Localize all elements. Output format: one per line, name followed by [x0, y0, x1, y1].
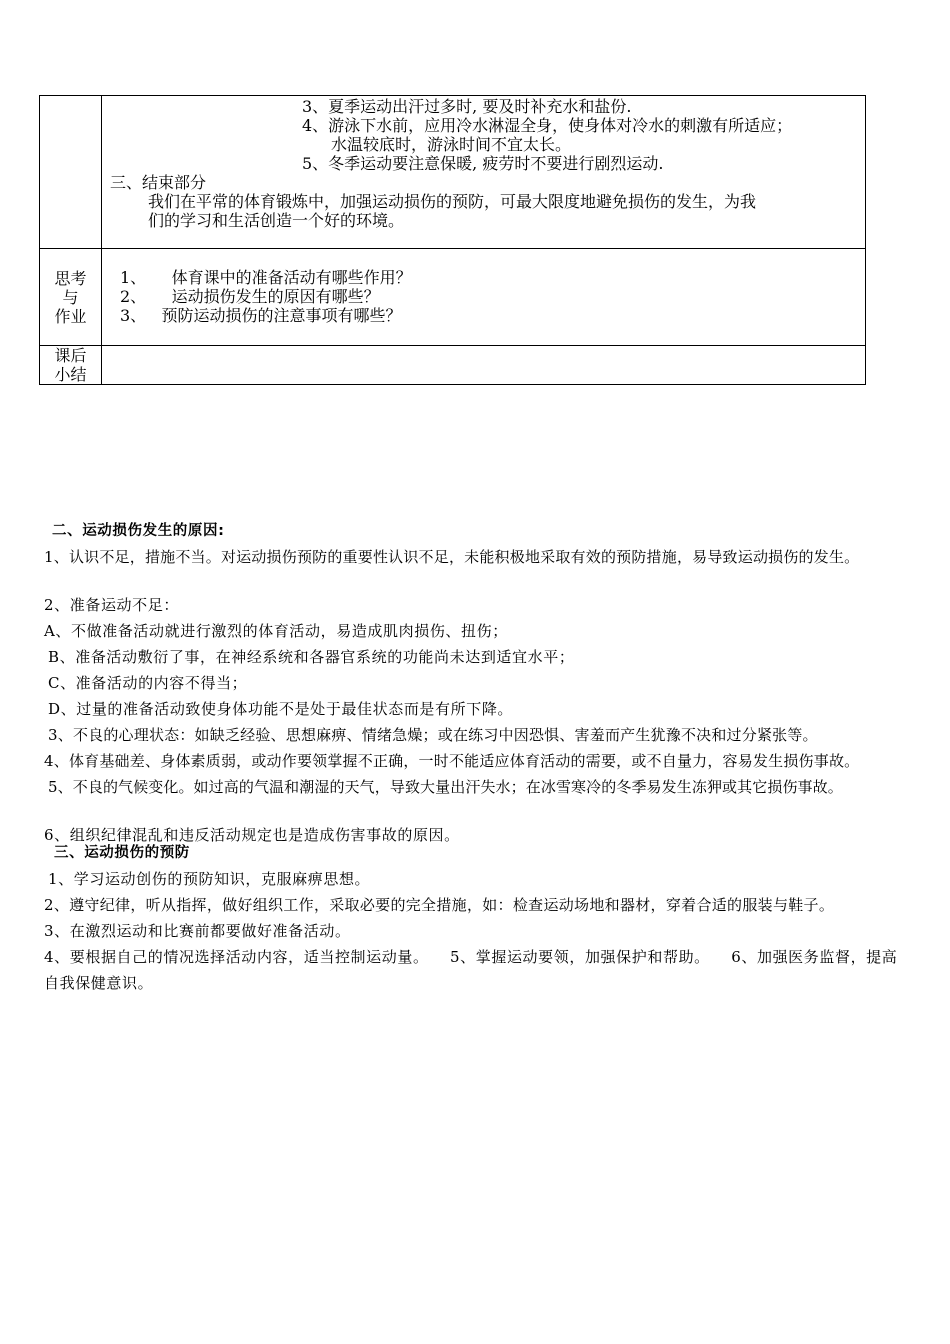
homework-item: 3、 预防运动损伤的注意事项有哪些？ — [120, 306, 402, 325]
row-label: 思考 — [54, 268, 87, 288]
content-line: 我们在平常的体育锻炼中，加强运动损伤的预防，可最大限度地避免损伤的发生，为我 — [148, 192, 757, 211]
table-row — [40, 249, 866, 346]
row3-label-cell — [40, 346, 102, 385]
homework-item: 1、 体育课中的准备活动有哪些作用？ — [120, 268, 412, 287]
row3-content-cell — [102, 346, 866, 385]
row2-content-cell — [102, 249, 866, 346]
prevention-section — [44, 840, 924, 996]
row-label: 课后 — [54, 346, 87, 365]
content-line: 4、游泳下水前，应用冷水淋湿全身，使身体对冷水的刺激有所适应； — [302, 116, 793, 135]
content-line: 水温较底时，游泳时间不宜太长。 — [331, 135, 572, 154]
content-line: 5、冬季运动要注意保暖, 疲劳时不要进行剧烈运动. — [302, 154, 664, 173]
homework-item: 2、 运动损伤发生的原因有哪些？ — [120, 287, 380, 306]
lesson-table — [39, 95, 866, 385]
row1-content-cell — [102, 96, 866, 249]
paragraph: 2、准备运动不足： — [44, 596, 179, 614]
row2-label-cell — [40, 249, 102, 346]
paragraph: B、准备活动敷衍了事，在神经系统和各器官系统的功能尚未达到适宜水平； — [48, 648, 575, 666]
paragraph: 4、体育基础差、身体素质弱，或动作要领掌握不正确，一时不能适应体育活动的需要，或不自量力，容易发生损伤事故。 — [44, 752, 860, 770]
paragraph: 1、认识不足，措施不当。对运动损伤预防的重要性认识不足，未能积极地采取有效的预防措施，易导致运动损伤的发生。 — [44, 548, 860, 566]
paragraph: 6、组织纪律混乱和违反活动规定也是造成伤害事故的原因。 — [44, 826, 460, 844]
row-label: 作业 — [54, 306, 87, 326]
paragraph: 5、不良的气候变化。如过高的气温和潮湿的天气，导致大量出汗失水；在冰雪寒冷的冬季易发生冻狎或其它损伤事故。 — [48, 778, 843, 796]
paragraph: 3、不良的心理状态：如缺乏经验、思想麻痹、情绪急燥；或在练习中因恐惧、害羞而产生犹豫不决和过分紧张等。 — [48, 726, 818, 744]
row-label: 小结 — [54, 365, 87, 384]
table-row — [40, 346, 866, 385]
content-line: 们的学习和生活创造一个好的环境。 — [148, 211, 405, 230]
row1-label-cell — [40, 96, 102, 249]
paragraph: 2、遵守纪律，听从指挥，做好组织工作，采取必要的完全措施，如：检查运动场地和器材，穿着合适的服装与鞋子。 — [44, 896, 835, 914]
section-heading: 三、结束部分 — [110, 173, 207, 192]
paragraph: A、不做准备活动就进行激烈的体育活动，易造成肌肉损伤、扭伤； — [44, 622, 508, 640]
paragraph: 4、要根据自己的情况选择活动内容，适当控制运动量。 5、掌握运动要领，加强保护和帮助。 6、加强医务监督，提高自我保健意识。 — [44, 948, 898, 992]
paragraph: 1、学习运动创伤的预防知识，克服麻痹思想。 — [48, 870, 371, 888]
causes-section — [44, 518, 924, 848]
section-heading: 三、运动损伤的预防 — [54, 845, 190, 861]
paragraph: D、过量的准备活动致使身体功能不是处于最佳状态而是有所下降。 — [48, 700, 514, 718]
table-row — [40, 96, 866, 249]
section-heading: 二、运动损伤发生的原因: — [52, 523, 225, 539]
paragraph: 3、在激烈运动和比赛前都要做好准备活动。 — [44, 922, 351, 940]
row-label: 与 — [62, 287, 79, 307]
paragraph: C、准备活动的内容不得当； — [48, 674, 248, 692]
content-line: 3、夏季运动出汗过多时, 要及时补充水和盐份. — [302, 97, 632, 116]
